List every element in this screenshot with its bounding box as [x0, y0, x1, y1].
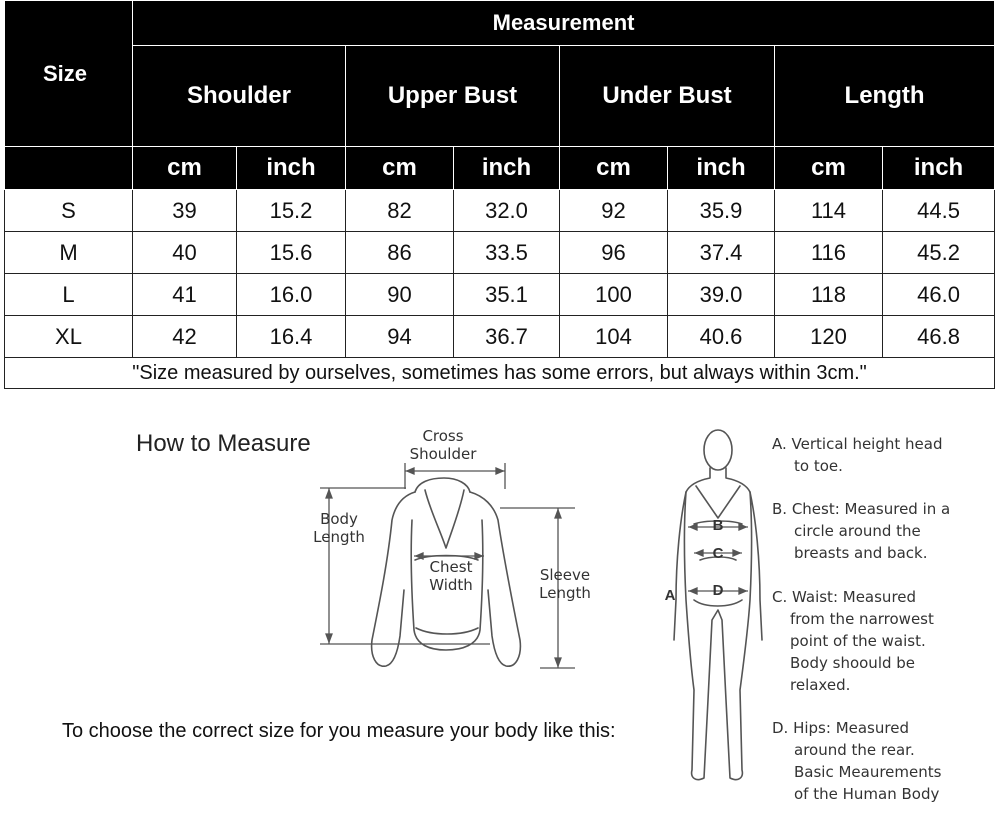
note-line: D. Hips: Measured [772, 719, 909, 737]
measurement-header: Measurement [133, 1, 995, 46]
unit-header: cm [560, 147, 668, 190]
label-line: Body [320, 510, 358, 528]
note-line: Basic Meaurements [794, 763, 942, 781]
size-cell: XL [5, 316, 133, 358]
note-line: circle around the [794, 522, 921, 540]
value-cell: 96 [560, 232, 668, 274]
size-cell: S [5, 190, 133, 232]
value-cell: 16.0 [237, 274, 346, 316]
value-cell: 44.5 [883, 190, 995, 232]
value-cell: 114 [775, 190, 883, 232]
value-cell: 46.8 [883, 316, 995, 358]
value-cell: 15.2 [237, 190, 346, 232]
unit-header: inch [237, 147, 346, 190]
value-cell: 42 [133, 316, 237, 358]
value-cell: 90 [346, 274, 454, 316]
body-length-label [304, 510, 374, 546]
note-line: breasts and back. [794, 544, 928, 562]
label-line: Shoulder [409, 445, 477, 463]
note-b [772, 498, 950, 564]
value-cell: 36.7 [454, 316, 560, 358]
unit-header: inch [883, 147, 995, 190]
sleeve-length-label [530, 566, 600, 602]
unit-header: cm [346, 147, 454, 190]
value-cell: 100 [560, 274, 668, 316]
length-header: Length [775, 46, 995, 147]
mark-a: A [664, 587, 676, 604]
table-note: "Size measured by ourselves, sometimes has some errors, but always within 3cm." [5, 358, 995, 389]
mark-d: D [712, 582, 724, 599]
value-cell: 45.2 [883, 232, 995, 274]
value-cell: 120 [775, 316, 883, 358]
note-line: B. Chest: Measured in a [772, 500, 951, 518]
value-cell: 35.1 [454, 274, 560, 316]
value-cell: 32.0 [454, 190, 560, 232]
mark-c: C [712, 545, 724, 562]
value-cell: 46.0 [883, 274, 995, 316]
chest-width-label [416, 558, 486, 594]
value-cell: 82 [346, 190, 454, 232]
size-cell: L [5, 274, 133, 316]
value-cell: 104 [560, 316, 668, 358]
unit-header: cm [775, 147, 883, 190]
note-line: relaxed. [790, 676, 851, 694]
note-line: A. Vertical height head [772, 435, 943, 453]
value-cell: 92 [560, 190, 668, 232]
note-line: Body shoould be [790, 654, 916, 672]
note-line: C. Waist: Measured [772, 588, 917, 606]
body-figure [674, 430, 762, 780]
note-d [772, 717, 941, 805]
label-line: Sleeve [539, 566, 591, 584]
label-line: Chest [429, 558, 473, 576]
value-cell: 94 [346, 316, 454, 358]
label-line: Length [313, 528, 365, 546]
note-line: of the Human Body [794, 785, 940, 803]
value-cell: 15.6 [237, 232, 346, 274]
note-a [772, 433, 942, 477]
instruction-text: To choose the correct size for you measure your body like this: [62, 720, 616, 742]
size-cell: M [5, 232, 133, 274]
value-cell: 39.0 [668, 274, 775, 316]
label-line: Cross [422, 427, 464, 445]
under-bust-header: Under Bust [560, 46, 775, 147]
shoulder-header: Shoulder [133, 46, 346, 147]
value-cell: 37.4 [668, 232, 775, 274]
label-line: Length [539, 584, 591, 602]
value-cell: 40 [133, 232, 237, 274]
note-line: from the narrowest [790, 610, 934, 628]
value-cell: 16.4 [237, 316, 346, 358]
unit-header: inch [454, 147, 560, 190]
note-line: around the rear. [794, 741, 915, 759]
unit-header: inch [668, 147, 775, 190]
value-cell: 39 [133, 190, 237, 232]
cross-shoulder-label [408, 427, 478, 463]
unit-header: cm [133, 147, 237, 190]
note-line: point of the waist. [790, 632, 926, 650]
note-line: to toe. [794, 457, 843, 475]
label-line: Width [429, 576, 473, 594]
value-cell: 86 [346, 232, 454, 274]
mark-b: B [712, 517, 724, 534]
upper-bust-header: Upper Bust [346, 46, 560, 147]
note-c [772, 586, 934, 696]
how-to-measure-title: How to Measure [136, 430, 311, 457]
value-cell: 35.9 [668, 190, 775, 232]
value-cell: 40.6 [668, 316, 775, 358]
value-cell: 41 [133, 274, 237, 316]
value-cell: 33.5 [454, 232, 560, 274]
value-cell: 118 [775, 274, 883, 316]
size-header: Size [5, 1, 133, 147]
value-cell: 116 [775, 232, 883, 274]
